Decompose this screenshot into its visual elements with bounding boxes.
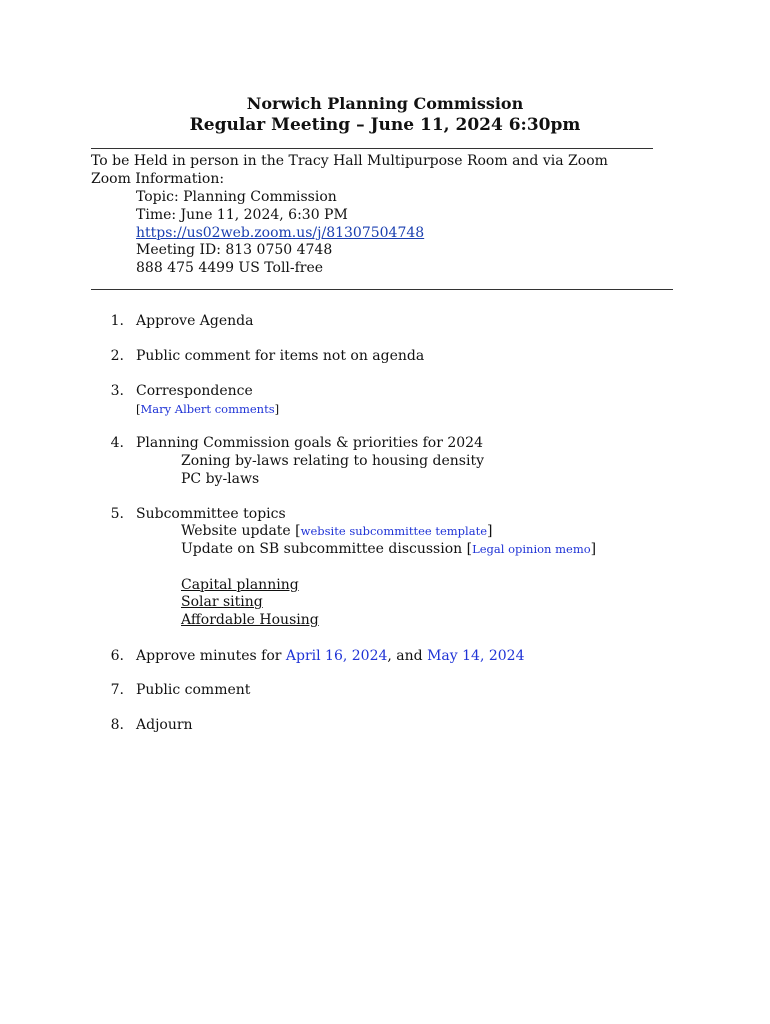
subitem-website-update	[181, 522, 492, 540]
mary-albert-comments-link[interactable]: Mary Albert comments	[140, 402, 275, 416]
subitem-affordable-housing: Affordable Housing	[181, 612, 319, 628]
bracket: ]	[487, 523, 493, 539]
agenda-number: 4.	[110, 435, 124, 451]
subitem-label: Website update	[181, 523, 296, 539]
agenda-item-approve-agenda: Approve Agenda	[136, 313, 254, 329]
subitem-zoning-bylaws: Zoning by-laws relating to housing density	[181, 453, 484, 469]
correspondence-attachment	[136, 400, 279, 418]
agenda-item-adjourn: Adjourn	[136, 717, 193, 733]
subitem-sb-update	[181, 540, 596, 558]
agenda-number: 6.	[110, 648, 124, 664]
agenda-number: 1.	[110, 313, 124, 329]
bracket: [	[136, 402, 141, 416]
website-template-link[interactable]: website subcommittee template	[300, 524, 487, 538]
zoom-time: Time: June 11, 2024, 6:30 PM	[136, 207, 348, 223]
agenda-item-public-comment-not-on-agenda: Public comment for items not on agenda	[136, 348, 425, 364]
agenda-number: 8.	[110, 717, 124, 733]
subitem-capital-planning: Capital planning	[181, 577, 299, 593]
may-minutes-link[interactable]: May 14, 2024	[427, 648, 525, 664]
legal-opinion-memo-link[interactable]: Legal opinion memo	[472, 542, 591, 556]
zoom-topic: Topic: Planning Commission	[136, 189, 337, 205]
agenda-item-goals-priorities: Planning Commission goals & priorities for 2024	[136, 435, 483, 451]
top-divider	[91, 148, 653, 149]
bottom-divider	[91, 289, 673, 290]
bracket: ]	[274, 402, 280, 416]
page-subtitle: Regular Meeting – June 11, 2024 6:30pm	[189, 115, 581, 135]
page-title: Norwich Planning Commission	[246, 94, 524, 113]
agenda-number: 5.	[110, 506, 124, 522]
bracket: [	[295, 523, 301, 539]
subitem-pc-bylaws: PC by-laws	[181, 471, 260, 487]
agenda-number: 2.	[110, 348, 124, 364]
zoom-info-label: Zoom Information:	[91, 171, 225, 187]
april-minutes-link[interactable]: April 16, 2024	[285, 648, 388, 664]
agenda-number: 7.	[110, 682, 124, 698]
bracket: ]	[590, 541, 597, 557]
zoom-link[interactable]: https://us02web.zoom.us/j/81307504748	[136, 225, 425, 241]
agenda-number: 3.	[110, 383, 124, 399]
subitem-solar-siting: Solar siting	[181, 594, 263, 610]
minutes-label: Approve minutes for	[136, 648, 286, 664]
zoom-phone: 888 475 4499 US Toll-free	[136, 260, 324, 276]
zoom-meeting-id: Meeting ID: 813 0750 4748	[136, 242, 333, 258]
meeting-location: To be Held in person in the Tracy Hall Multipurpose Room and via Zoom	[91, 153, 608, 169]
bracket: [	[466, 541, 473, 557]
agenda-item-public-comment: Public comment	[136, 682, 251, 698]
subitem-label: Update on SB subcommittee discussion	[181, 541, 467, 557]
agenda-item-approve-minutes	[136, 647, 524, 665]
agenda-item-subcommittee-topics: Subcommittee topics	[136, 506, 286, 522]
minutes-separator: , and	[387, 648, 428, 664]
agenda-item-correspondence: Correspondence	[136, 383, 253, 399]
